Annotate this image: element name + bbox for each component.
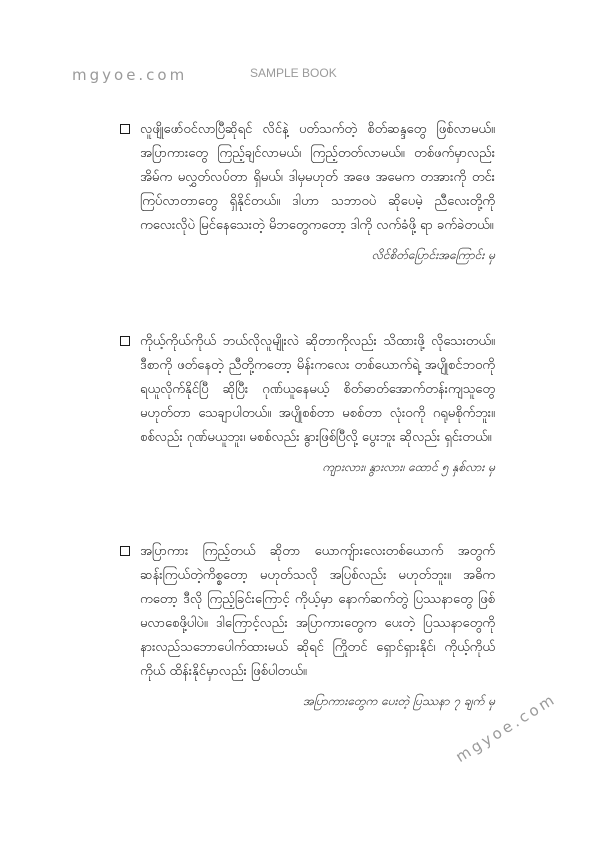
checkbox-icon	[120, 336, 130, 346]
entry-3	[120, 540, 495, 710]
entry-1	[120, 118, 495, 264]
book-title: SAMPLE BOOK	[250, 66, 337, 80]
entry-2-text: ကိုယ့်ကိုယ်ကိုယ် ဘယ်လိုလူမျိုးလဲ ဆိုတာကိုလည်း သိထားဖို့ လိုသေးတယ်။ ဒီစာကို ဖတ်နေတဲ့ ညီတို့ကတော့ မိန်းကလေး တစ်ယောက်ရဲ့ အပျိုစင်ဘဝကို ရယူလိုက်နိုင်ပြီ ဆိုပြီး ဂုဏ်ယူနေမယ့် စိတ်ဓာတ်အောက်တန်းကျသူတွေ မဟုတ်တာ သေချာပါတယ်။ အပျိုစစ်တာ မစစ်တာ လုံးဝကို ဂရုမစိုက်ဘူး။ စစ်လည်း ဂုဏ်မယူဘူး၊ မစစ်လည်း နွားဖြစ်ပြီလို့ ပွေးဘူး ဆိုလည်း ရှင်းတယ်။	[140, 334, 495, 445]
entry-1-text: လူဖျိုဖော်ဝင်လာပြီဆိုရင် လိင်နဲ့ ပတ်သက်တဲ့ စိတ်ဆန္ဒတွေ ဖြစ်လာမယ်။ အပြာကားတွေ ကြည့်ချင်လာမယ်၊ ကြည့်တတ်လာမယ်။ တစ်ဖက်မှာလည်း အိမ်က မလွှတ်လပ်တာ ရှိမယ်၊ ဒါမှမဟုတ် အဖေ အမေက တအားကို တင်းကြပ်လာတာတွေ ရှိနိုင်တယ်။ ဒါဟာ သဘာဝပဲ ဆိုပေမဲ့ ညီလေးတို့ကို ကလေးလိုပဲ မြင်နေသေးတဲ့ မိဘတွေကတော့ ဒါကို လက်ခံဖို့ ရာ ခက်ခဲတယ်။	[140, 122, 495, 233]
corner-watermark: mgyoe.com	[452, 689, 560, 766]
site-watermark: mgyoe.com	[72, 66, 188, 84]
checkbox-icon	[120, 546, 130, 556]
checkbox-icon	[120, 124, 130, 134]
entry-1-source: လိင်စိတ်ပြောင်းအကြောင်း မှ	[371, 248, 495, 262]
entry-3-source: အပြာကားတွေက ပေးတဲ့ ပြဿနာ ၇ ချက် မှ	[302, 694, 495, 708]
entry-3-text: အပြာကား ကြည့်တယ် ဆိုတာ ယောကျ်ားလေးတစ်ယောက် အတွက် ဆန်းကြယ်တဲ့ကိစ္စတော့ မဟုတ်သလို အပြစ်လည်း မဟုတ်ဘူး။ အဓိကကတော့ ဒီလို ကြည့်ခြင်းကြောင့် ကိုယ့်မှာ နောက်ဆက်တွဲ ပြဿနာတွေ ဖြစ်မလာစေဖို့ပါပဲ။ ဒါကြောင့်လည်း အပြာကားတွေက ပေးတဲ့ ပြဿနာတွေကို နားလည်သဘောပေါက်ထားမယ် ဆိုရင် ကြိုတင် ရှောင်ရှားနိုင်၊ ကိုယ့်ကိုယ်ကိုယ် ထိန်းနိုင်မှာလည်း ဖြစ်ပါတယ်။	[140, 544, 495, 679]
entry-2-source: ကျားလား၊ နွားလား၊ ထောင် ၅ နှစ်လား မှ	[322, 460, 495, 474]
entry-2	[120, 330, 495, 476]
